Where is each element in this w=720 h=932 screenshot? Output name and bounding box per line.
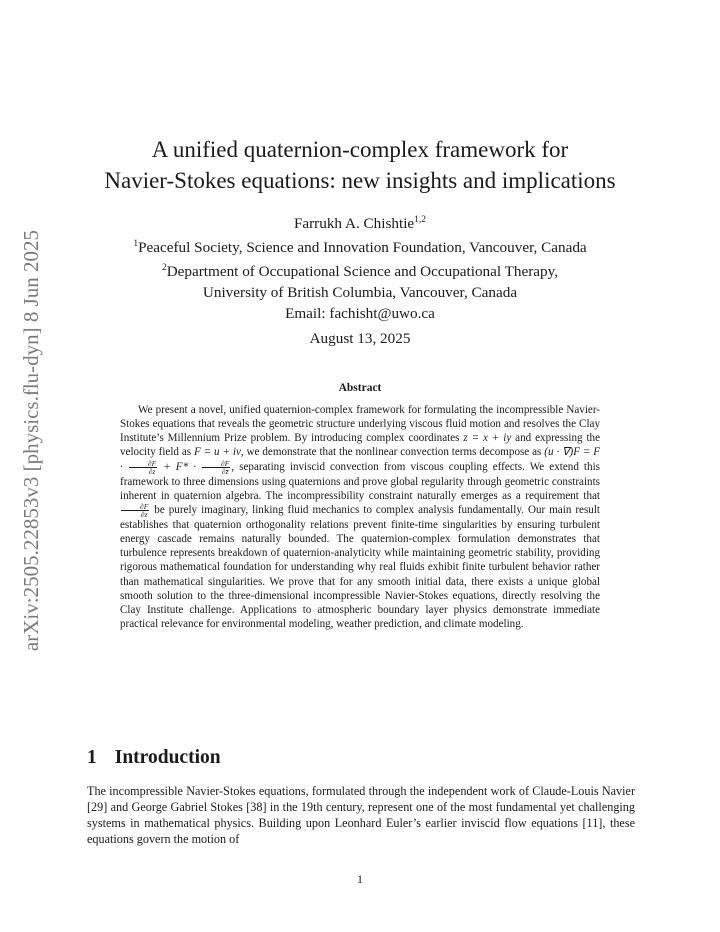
affiliation-2-line-1: Department of Occupational Science and Occupational Therapy, xyxy=(166,263,559,280)
title-line-1: A unified quaternion-complex framework for xyxy=(151,137,569,162)
abstract-heading: Abstract xyxy=(338,382,382,394)
fraction-numerator: ∂F xyxy=(202,460,230,468)
fraction-denominator: ∂z xyxy=(148,466,156,476)
title-line-2: Navier-Stokes equations: new insights and implications xyxy=(104,168,616,193)
fraction-dF-dz-imaginary xyxy=(121,503,149,518)
author-name-superscript: 1,2 xyxy=(414,215,427,225)
section-number: 1 xyxy=(87,747,97,768)
affiliation-2-line-2: University of British Columbia, Vancouver, Canada xyxy=(202,284,518,301)
section-title: Introduction xyxy=(114,747,221,768)
abstract-text-4: , separating inviscid convection from viscous coupling effects. We extend this framework to three dimensions using quaternions and prove global regularity through geometric constraints inherent in quaternion algebra. The incompressibility constraint naturally emerges as a requirement that xyxy=(120,460,600,502)
paper-date: August 13, 2025 xyxy=(309,330,411,347)
affiliation-1-superscript: 1 xyxy=(133,239,139,249)
equation-F: F = u + iv xyxy=(194,446,241,459)
section-heading xyxy=(87,747,221,769)
equation-z: z = x + iy xyxy=(463,432,512,445)
affiliation-1 xyxy=(0,234,720,258)
paper-title xyxy=(0,134,720,196)
equation-convection-2: + F* · xyxy=(163,460,196,473)
affiliation-2-superscript: 2 xyxy=(161,263,167,273)
abstract-text-1: We present a novel, unified quaternion-complex framework for formulating the incompressible Navier-Stokes equations that reveals the geometric structure underlying viscous fluid motion and resolves the Clay Institute’s Millennium Prize problem. By introducing complex coordinates xyxy=(120,404,600,445)
fraction-numerator: ∂F xyxy=(129,460,157,468)
abstract-text-3: , we demonstrate that the nonlinear convection terms decompose as xyxy=(240,446,542,459)
affiliation-2 xyxy=(0,258,720,282)
author-email: Email: fachisht@uwo.ca xyxy=(285,305,435,322)
arxiv-identifier: arXiv:2505.22853v3 [physics.flu-dyn] 8 Jun 2025 xyxy=(19,229,44,651)
fraction-denominator: ∂z̄ xyxy=(221,466,229,476)
fraction-denominator: ∂z xyxy=(140,509,148,519)
introduction-paragraph: The incompressible Navier-Stokes equations, formulated through the independent work of Claude-Louis Navier [29] and George Gabriel Stokes [38] in the 19th century, represent one of the most fundamental yet challenging systems in mathematical physics. Building upon Leonhard Euler’s earlier inviscid flow equations [11], these equations govern the motion of xyxy=(87,784,635,847)
author-block xyxy=(0,210,720,324)
page-number: 1 xyxy=(357,872,363,886)
abstract-text-5: be purely imaginary, linking fluid mechanics to complex analysis fundamentally. Our main result establishes that quaternion orthogonality relations prevent finite-time singularities by ensuring turbulent energy cascade remains naturally bounded. The quaternion-complex formulation demonstrates that turbulence represents breakdown of quaternion-analyticity while maintaining geometric stability, providing rigorous mathematical foundation for understanding why real fluids exhibit finite turbulent behavior rather than mathematical singularities. We prove that for any smooth initial data, there exists a unique global smooth solution to the three-dimensional incompressible Navier-Stokes equations, directly resolving the Clay Institute challenge. Applications to atmospheric boundary layer physics demonstrate immediate practical relevance for environmental modeling, weather prediction, and climate modeling. xyxy=(120,503,600,631)
fraction-dF-dzbar xyxy=(202,460,230,475)
fraction-numerator: ∂F xyxy=(121,503,149,511)
equation-convection-1: (u · ∇)F = F · xyxy=(120,446,601,473)
abstract-body xyxy=(120,403,600,631)
author-name xyxy=(0,210,720,234)
abstract-text-2: and expressing the velocity field as xyxy=(120,432,601,459)
fraction-dF-dz xyxy=(129,460,157,475)
author-name-text: Farrukh A. Chishtie xyxy=(293,215,415,232)
affiliation-1-text: Peaceful Society, Science and Innovation Foundation, Vancouver, Canada xyxy=(138,239,587,256)
